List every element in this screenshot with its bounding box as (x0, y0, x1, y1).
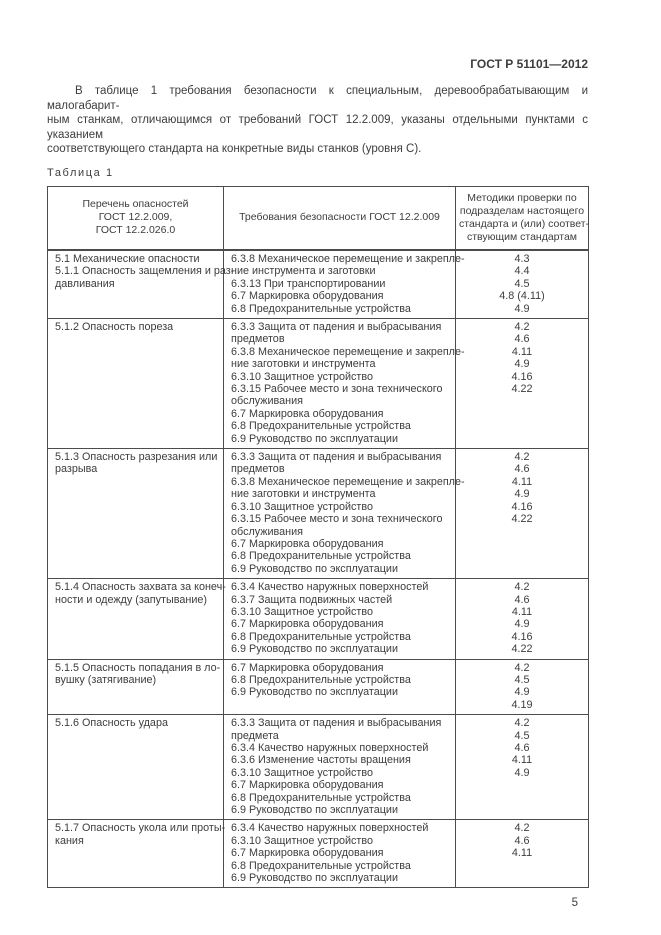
methods-cell (456, 659, 589, 715)
cell-line: 6.3.10 Защитное устройство (231, 370, 373, 383)
cell-line: 6.8 Предохранительные устройства (231, 302, 411, 315)
cell-line: 6.3.10 Защитное устройство (231, 766, 373, 779)
requirements-cell (224, 449, 465, 579)
cell-line: 4.11 (511, 345, 533, 358)
table-body (48, 250, 589, 888)
cell-line: 5.1.6 Опасность удара (55, 717, 168, 730)
cell-line: 4.2 (514, 822, 530, 835)
requirements-cell (224, 579, 456, 659)
cell-line: 6.3.7 Защита подвижных частей (231, 593, 393, 606)
cell-line: 6.7 Маркировка оборудования (231, 847, 384, 860)
cell-line: 6.3.3 Защита от падения и выбрасывания (231, 451, 442, 464)
cell-line: 5.1.1 Опасность защемления и раз- (55, 265, 235, 278)
cell-line: предметов (231, 333, 285, 346)
cell-line: разрыва (55, 463, 98, 476)
hazard-cell (48, 659, 224, 715)
cell-line: ние инструмента и заготовки (231, 265, 376, 278)
cell-line: ние заготовки и инструмента (231, 358, 376, 371)
requirements-cell (224, 250, 465, 319)
page-content (47, 57, 588, 909)
cell-line: 4.2 (514, 581, 530, 594)
intro-line: В таблице 1 требования безопасности к специальным, деревообрабатывающим и малогабарит- (47, 85, 588, 112)
cell-line: 4.16 (511, 370, 533, 383)
table-row (48, 820, 589, 888)
cell-line: 5.1.4 Опасность захвата за конеч- (55, 581, 226, 594)
cell-line: 6.8 Предохранительные устройства (231, 673, 411, 686)
header-line: стандарта и (или) соответ- (459, 217, 590, 230)
safety-requirements-table (47, 186, 589, 889)
hazard-cell (48, 449, 224, 579)
cell-line: предметов (231, 463, 285, 476)
cell-line: 6.8 Предохранительные устройства (231, 550, 411, 563)
methods-cell (456, 715, 589, 820)
cell-line: 6.8 Предохранительные устройства (231, 630, 411, 643)
cell-line: 6.3.3 Защита от падения и выбрасывания (231, 717, 442, 730)
cell-line: ние заготовки и инструмента (231, 488, 376, 501)
methods-cell (456, 250, 589, 319)
intro-paragraph (47, 84, 588, 157)
hazard-cell (48, 250, 235, 319)
cell-line: 6.3.10 Защитное устройство (231, 605, 373, 618)
methods-cell (456, 820, 589, 888)
cell-line: 6.3.4 Качество наружных поверхностей (231, 822, 429, 835)
cell-line: 6.7 Маркировка оборудования (231, 537, 384, 550)
cell-line: предмета (231, 729, 279, 742)
cell-line: 5.1.2 Опасность пореза (55, 321, 174, 333)
table-header-row (48, 186, 589, 250)
cell-line: 4.9 (514, 618, 530, 631)
cell-line: вушку (затягивание) (55, 673, 157, 686)
doc-code-header: ГОСТ Р 51101—2012 (470, 57, 588, 71)
cell-line: 6.3.4 Качество наружных поверхностей (231, 742, 429, 754)
cell-line: 4.9 (514, 358, 530, 371)
cell-line: 6.3.10 Защитное устройство (231, 834, 373, 847)
cell-line: 6.3.8 Механическое перемещение и закрепле- (231, 345, 465, 358)
requirements-cell (224, 820, 456, 888)
cell-line: 6.9 Руководство по эксплуатации (231, 804, 398, 817)
cell-line: 4.11 (511, 754, 533, 767)
table-caption: Таблица 1 (47, 166, 114, 179)
header-line: ГОСТ 12.2.026.0 (95, 224, 176, 237)
cell-line: 4.6 (514, 742, 530, 754)
cell-line: 4.9 (514, 686, 530, 699)
table-row (48, 250, 589, 319)
cell-line: 5.1.3 Опасность разрезания или (55, 451, 218, 464)
cell-line: 4.3 (514, 252, 530, 265)
table-row (48, 319, 589, 449)
cell-line: 4.22 (511, 383, 533, 396)
cell-line: 4.9 (514, 766, 530, 779)
cell-line: 4.9 (514, 302, 530, 315)
cell-line: давливания (55, 277, 115, 290)
cell-line: 4.2 (514, 717, 530, 730)
cell-line: 4.4 (514, 265, 530, 278)
cell-line: 4.22 (511, 643, 533, 656)
cell-line: 4.6 (514, 593, 530, 606)
table-header-cell-hazards (48, 186, 224, 250)
table-row (48, 715, 589, 820)
cell-line: 6.8 Предохранительные устройства (231, 791, 411, 804)
cell-line: 4.16 (511, 630, 533, 643)
cell-line: 4.8 (4.11) (499, 290, 545, 303)
cell-line: 4.11 (511, 475, 533, 488)
cell-line: 6.9 Руководство по эксплуатации (231, 562, 398, 575)
cell-line: 6.3.8 Механическое перемещение и закрепле- (231, 252, 465, 265)
table-row (48, 449, 589, 579)
cell-line: 6.9 Руководство по эксплуатации (231, 872, 398, 885)
cell-line: кания (55, 834, 84, 847)
cell-line: 4.2 (514, 321, 530, 333)
cell-line: 6.7 Маркировка оборудования (231, 779, 384, 792)
hazard-cell (48, 319, 224, 449)
cell-line: 6.3.10 Защитное устройство (231, 500, 373, 513)
cell-line: обслуживания (231, 525, 303, 538)
header-line: ствующим стандартам (466, 230, 578, 243)
requirements-cell (224, 319, 465, 449)
cell-line: 4.11 (511, 605, 533, 618)
cell-line: 6.9 Руководство по эксплуатации (231, 643, 398, 656)
cell-line: 6.7 Маркировка оборудования (231, 407, 384, 420)
cell-line: ности и одежду (запутывание) (55, 593, 207, 606)
cell-line: 4.22 (511, 513, 533, 526)
cell-line: 4.2 (514, 451, 530, 464)
cell-line: 4.6 (514, 333, 530, 346)
cell-line: 6.9 Руководство по эксплуатации (231, 432, 398, 445)
intro-line: ным станкам, отличающимся от требований ГОСТ 12.2.009, указаны отдельными пунктами с указанием (47, 114, 588, 141)
cell-line: 4.5 (514, 729, 530, 742)
hazard-cell (48, 579, 224, 659)
header-line: Требования безопасности ГОСТ 12.2.009 (239, 211, 440, 224)
cell-line: 6.3.15 Рабочее место и зона технического (231, 383, 443, 396)
intro-line: соответствующего стандарта на конкретные виды станков (уровня С). (47, 143, 422, 156)
cell-line: 6.7 Маркировка оборудования (231, 618, 384, 631)
methods-cell (456, 319, 589, 449)
requirements-cell (224, 659, 456, 715)
cell-line: 4.2 (514, 661, 530, 674)
cell-line: 6.9 Руководство по эксплуатации (231, 686, 398, 699)
cell-line: 6.7 Маркировка оборудования (231, 661, 384, 674)
cell-line: обслуживания (231, 395, 303, 408)
header-line: Перечень опасностей (82, 198, 189, 211)
header-line: ГОСТ 12.2.009, (98, 211, 173, 224)
methods-cell (456, 579, 589, 659)
cell-line: 6.3.15 Рабочее место и зона технического (231, 513, 443, 526)
cell-line: 4.5 (514, 673, 530, 686)
cell-line: 6.3.4 Качество наружных поверхностей (231, 581, 429, 594)
cell-line: 4.11 (511, 847, 533, 860)
cell-line: 6.3.3 Защита от падения и выбрасывания (231, 321, 442, 333)
header-line: подразделам настоящего (459, 204, 585, 217)
cell-line: 4.6 (514, 463, 530, 476)
cell-line: 5.1 Механические опасности (55, 252, 200, 265)
cell-line: 6.3.13 При транспортировании (231, 277, 386, 290)
cell-line: 6.7 Маркировка оборудования (231, 290, 384, 303)
table-header-cell-methods (456, 186, 589, 250)
page-number: 5 (571, 897, 578, 910)
cell-line: 5.1.5 Опасность попадания в ло- (55, 661, 221, 674)
cell-line: 6.3.8 Механическое перемещение и закрепле- (231, 475, 465, 488)
cell-line: 4.5 (514, 277, 530, 290)
methods-cell (456, 449, 589, 579)
cell-line: 4.16 (511, 500, 533, 513)
cell-line: 4.19 (511, 698, 533, 711)
hazard-cell (48, 715, 224, 820)
table-row (48, 579, 589, 659)
hazard-cell (48, 820, 224, 888)
cell-line: 6.8 Предохранительные устройства (231, 859, 411, 872)
cell-line: 4.6 (514, 834, 530, 847)
header-line: Методики проверки по (467, 191, 577, 204)
requirements-cell (224, 715, 456, 820)
table-row (48, 659, 589, 715)
cell-line: 6.3.6 Изменение частоты вращения (231, 754, 411, 767)
cell-line: 6.8 Предохранительные устройства (231, 420, 411, 433)
cell-line: 4.9 (514, 488, 530, 501)
cell-line: 5.1.7 Опасность укола или проты- (55, 822, 226, 835)
table-header-cell-requirements (224, 186, 456, 250)
